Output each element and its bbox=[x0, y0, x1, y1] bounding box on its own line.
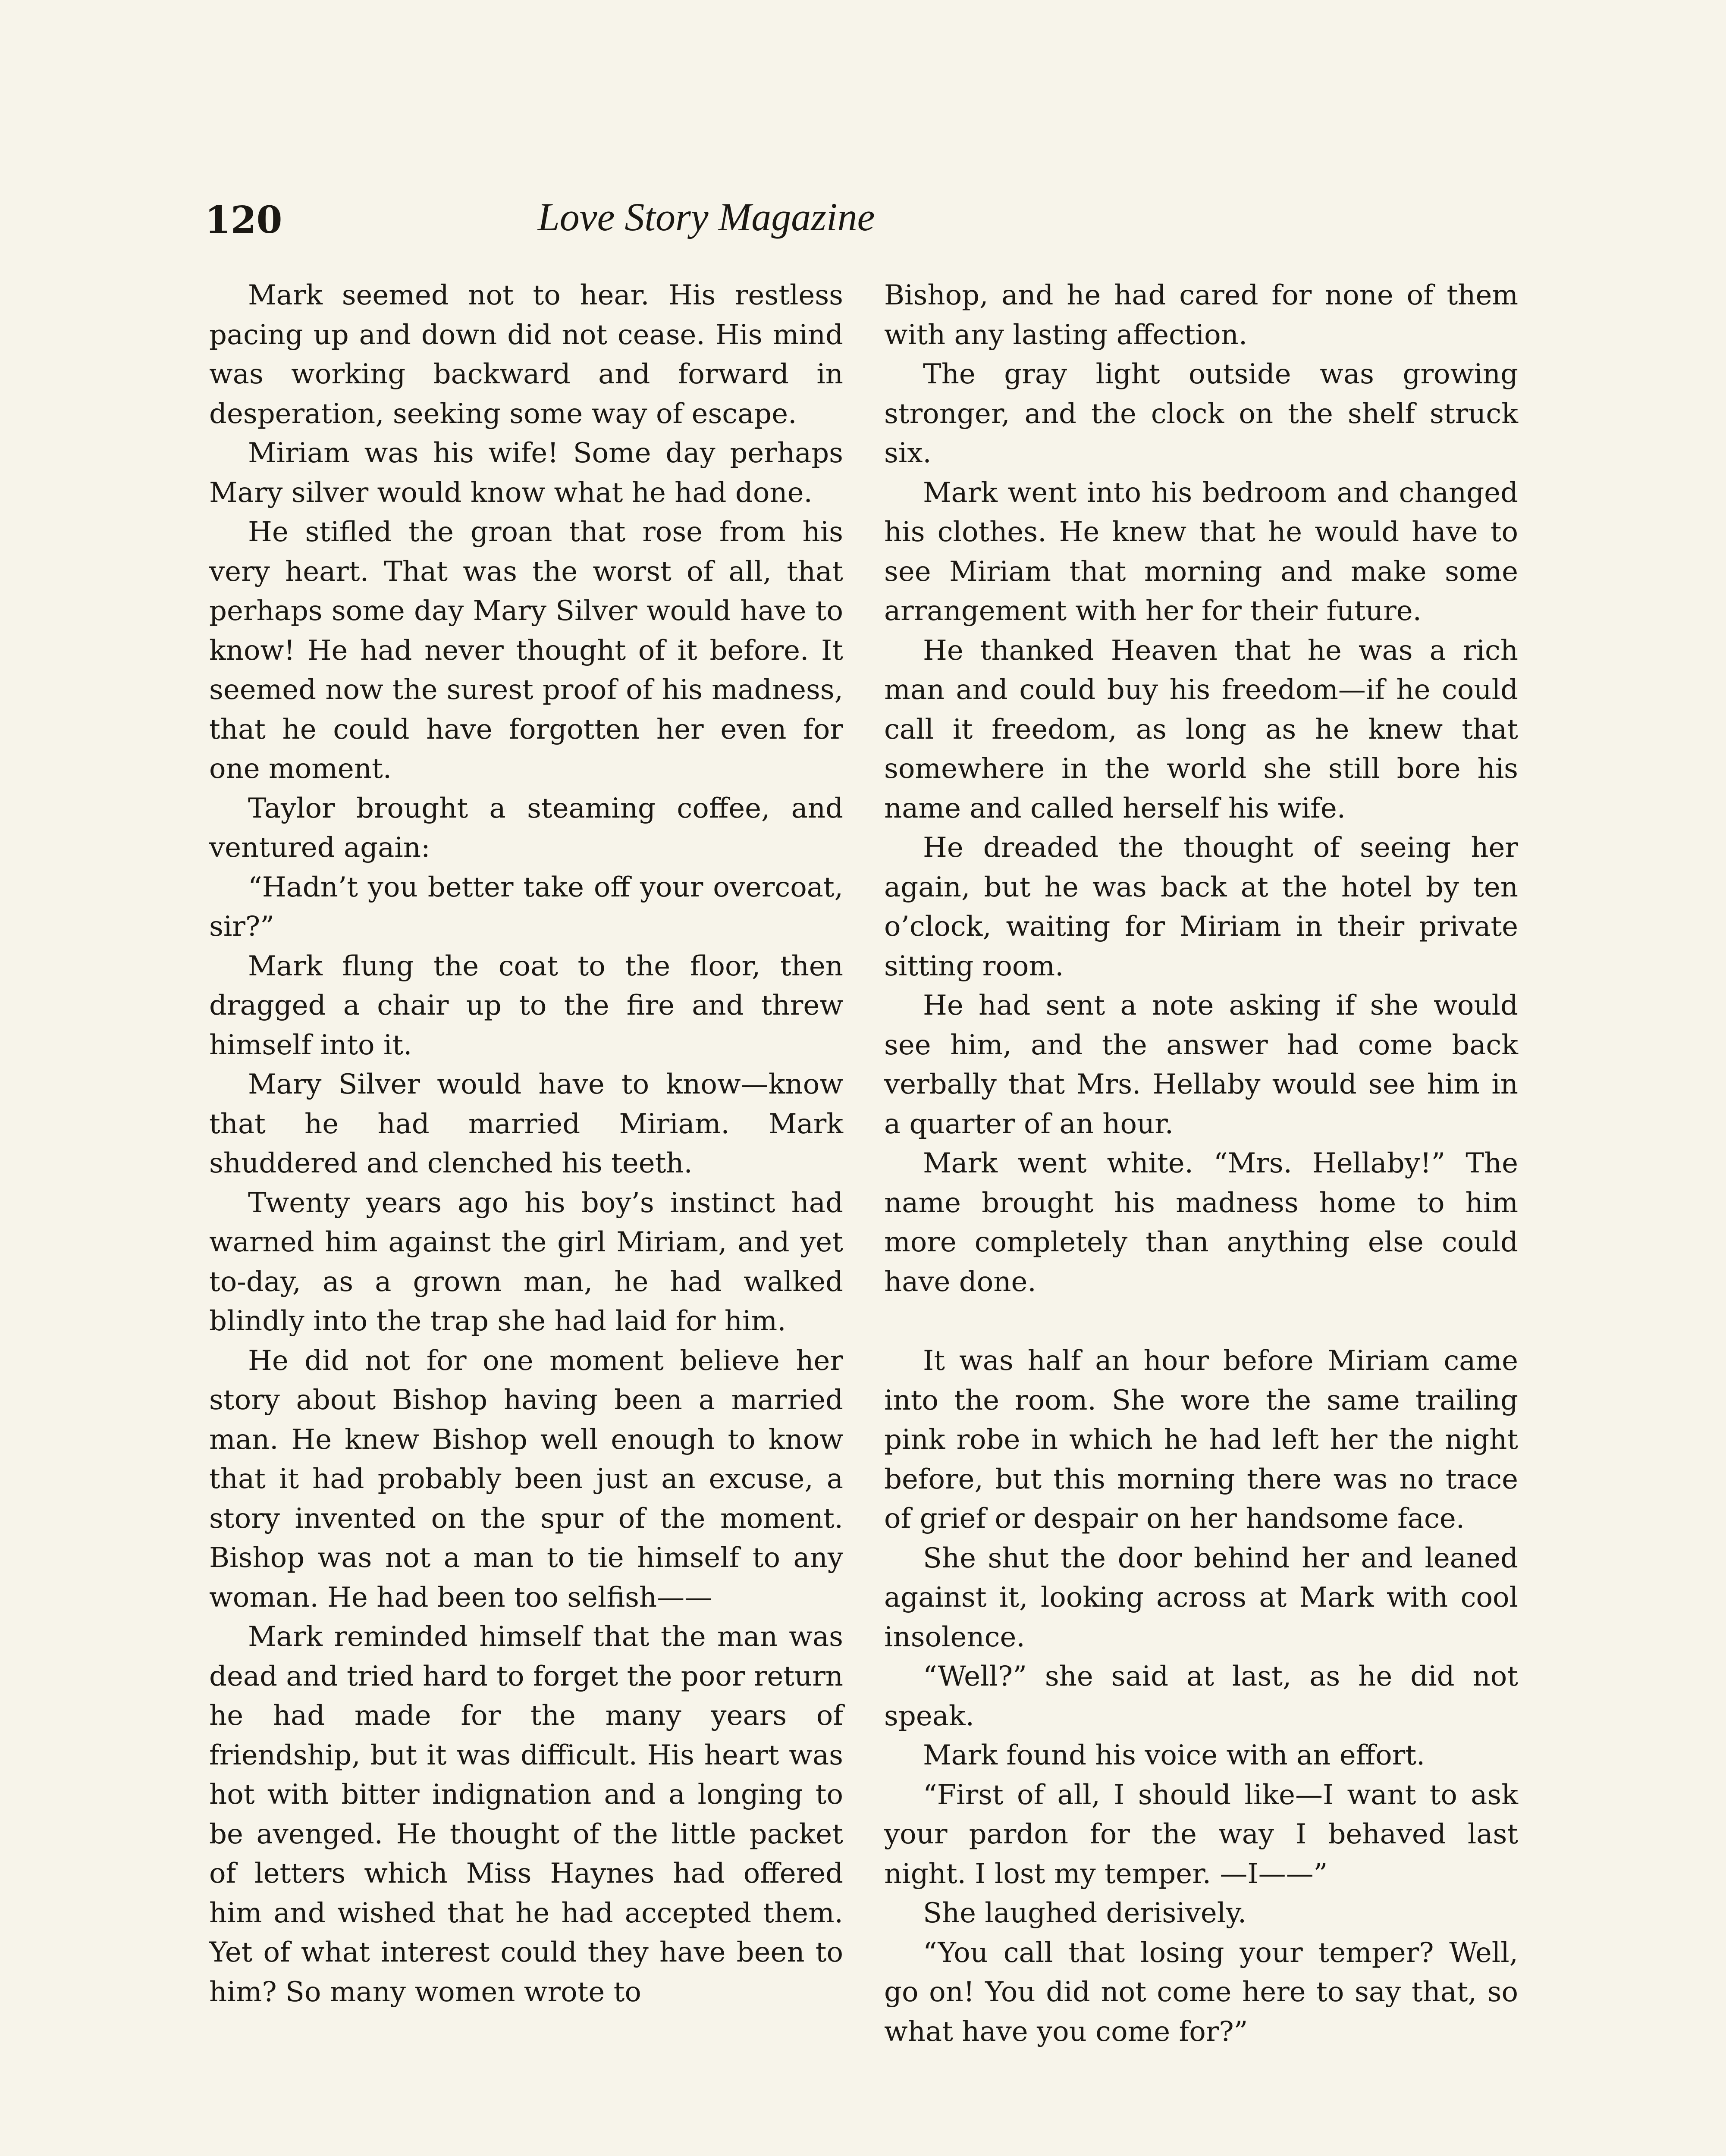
paragraph: He did not for one moment believe her story about Bishop having been a married man. He knew Bishop well enough to know that it had probably been just an excuse, a story invented on the spur of the moment. Bishop was not a man to tie himself to any woman. He had been too selfish—— bbox=[209, 1344, 843, 1614]
paragraph: Mark seemed not to hear. His restless pacing up and down did not cease. His mind was working backward and forward in desperation, seeking some way of escape. bbox=[209, 279, 843, 430]
paragraph: Mark found his voice with an effort. bbox=[923, 1739, 1425, 1771]
paragraph: He thanked Heaven that he was a rich man and could buy his freedom—if he could call it freedom, as long as he knew that somewhere in the world she still bore his name and called herself his wife. bbox=[884, 634, 1518, 824]
paragraph: The gray light outside was growing stronger, and the clock on the shelf struck six. bbox=[884, 358, 1518, 469]
paragraph: He stifled the groan that rose from his very heart. That was the worst of all, that perhaps some day Mary Silver would have to know! He had never thought of it before. It seemed now the surest proof of his madness, that he could have forgotten her even for one moment. bbox=[209, 516, 843, 785]
paragraph: Mark went into his bedroom and changed his clothes. He knew that he would have to see Miriam that morning and make some arrangement with her for their future. bbox=[884, 476, 1518, 627]
paragraph: Miriam was his wife! Some day perhaps Mary silver would know what he had done. bbox=[209, 437, 843, 509]
paragraph: It was half an hour before Miriam came into the room. She wore the same trailing pink robe in which he had left her the night before, but this morning there was no trace of grief or despair on her handsome face. bbox=[884, 1345, 1518, 1535]
paragraph: “First of all, I should like—I want to ask your pardon for the way I behaved last night. I lost my temper. —I——” bbox=[884, 1779, 1518, 1890]
running-head: Love Story Magazine bbox=[537, 195, 875, 239]
paragraph: He had sent a note asking if she would see him, and the answer had come back verbally that Mrs. Hellaby would see him in a quarter of an hour. bbox=[884, 990, 1518, 1140]
paragraph: Mark went white. “Mrs. Hellaby!” The name brought his madness home to him more completely than anything else could have done. bbox=[884, 1147, 1518, 1298]
continued-paragraph: Bishop, and he had cared for none of them with any lasting affection. bbox=[884, 279, 1518, 351]
left-column bbox=[209, 276, 843, 2012]
paragraph: Mary Silver would have to know—know that he had married Miriam. Mark shuddered and clenched his teeth. bbox=[209, 1069, 843, 1179]
paragraph: “You call that losing your temper? Well, go on! You did not come here to say that, so what have you come for?” bbox=[884, 1937, 1518, 2048]
right-column bbox=[884, 276, 1518, 2052]
paragraph: Mark reminded himself that the man was dead and tried hard to forget the poor return he had made for the many years of friendship, but it was difficult. His heart was hot with bitter indignation and a longing to be avenged. He thought of the little packet of letters which Miss Haynes had offered him and wished that he had accepted them. Yet of what interest could they have been to him? So many women wrote to bbox=[209, 1621, 843, 2008]
page-header bbox=[205, 190, 1087, 254]
paragraph: Taylor brought a steaming coffee, and ventured again: bbox=[209, 792, 843, 864]
paragraph: He dreaded the thought of seeing her again, but he was back at the hotel by ten o’clock, waiting for Miriam in their private sitting room. bbox=[884, 832, 1518, 982]
paragraph: Mark flung the coat to the floor, then dragged a chair up to the fire and threw himself into it. bbox=[209, 950, 843, 1061]
paragraph: Twenty years ago his boy’s instinct had warned him against the girl Miriam, and yet to-day, as a grown man, he had walked blindly into the trap she had laid for him. bbox=[209, 1187, 843, 1337]
paragraph: “Well?” she said at last, as he did not speak. bbox=[884, 1661, 1518, 1732]
paragraph: She shut the door behind her and leaned against it, looking across at Mark with cool insolence. bbox=[884, 1542, 1518, 1653]
section-break bbox=[884, 1302, 1518, 1341]
paragraph: She laughed derisively. bbox=[923, 1897, 1247, 1929]
paragraph: “Hadn’t you better take off your overcoat, sir?” bbox=[209, 871, 843, 943]
page-number: 120 bbox=[205, 198, 282, 242]
